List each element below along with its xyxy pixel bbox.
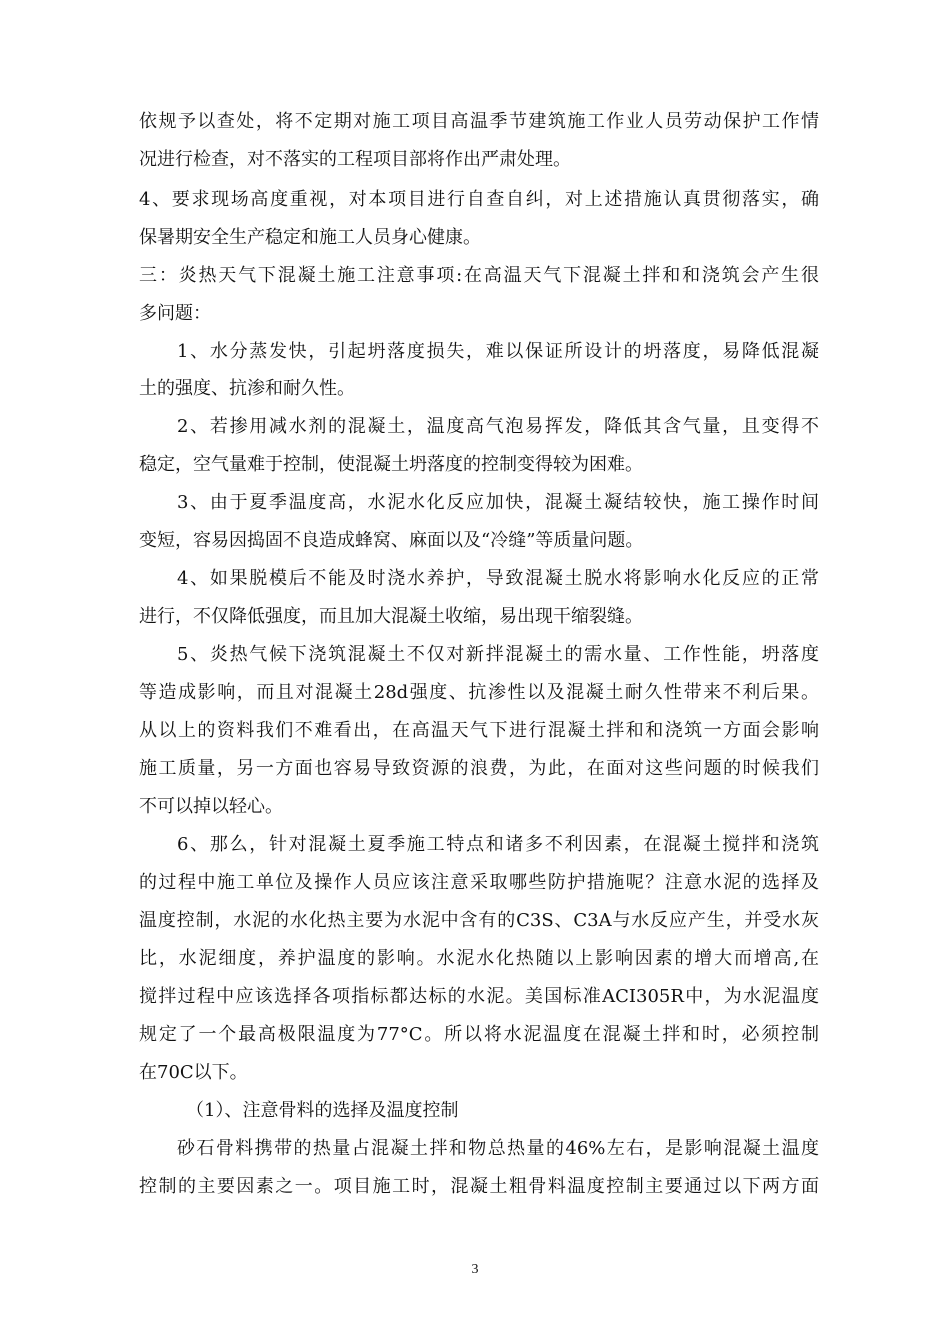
text-line: 等造成影响，而且对混凝土28d强度、抗渗性以及混凝土耐久性带来不利后果。 [139,682,819,703]
text-line: 4、如果脱模后不能及时浇水养护，导致混凝土脱水将影响水化反应的正常 [177,568,819,589]
text-line: 施工质量，另一方面也容易导致资源的浪费，为此，在面对这些问题的时候我们 [139,758,819,779]
text-line: 搅拌过程中应该选择各项指标都达标的水泥。美国标准ACI305R中，为水泥温度 [139,986,819,1007]
text-line: 三：炎热天气下混凝土施工注意事项:在高温天气下混凝土拌和和浇筑会产生很 [139,265,819,286]
text-line: 从以上的资料我们不难看出，在高温天气下进行混凝土拌和和浇筑一方面会影响 [139,720,819,741]
text-line: 1、水分蒸发快，引起坍落度损失，难以保证所设计的坍落度，易降低混凝 [177,341,819,362]
text-line: 2、若掺用减水剂的混凝土，温度高气泡易挥发，降低其含气量，且变得不 [177,416,819,437]
text-line: 土的强度、抗渗和耐久性。 [139,378,355,399]
text-line: 的过程中施工单位及操作人员应该注意采取哪些防护措施呢？注意水泥的选择及 [139,872,819,893]
text-line: 依规予以查处，将不定期对施工项目高温季节建筑施工作业人员劳动保护工作情 [139,111,819,132]
text-line: 5、炎热气候下浇筑混凝土不仅对新拌混凝土的需水量、工作性能，坍落度 [177,644,819,665]
text-line: 稳定，空气量难于控制，使混凝土坍落度的控制变得较为困难。 [139,454,643,475]
text-line: 3、由于夏季温度高，水泥水化反应加快，混凝土凝结较快，施工操作时间 [177,492,819,513]
text-line: 进行，不仅降低强度，而且加大混凝土收缩，易出现干缩裂缝。 [139,606,643,627]
text-line: 4、要求现场高度重视，对本项目进行自查自纠，对上述措施认真贯彻落实，确 [139,189,819,210]
text-line: 况进行检查，对不落实的工程项目部将作出严肃处理。 [139,149,571,170]
text-line: 在70C以下。 [139,1062,248,1083]
text-line: 6、那么，针对混凝土夏季施工特点和诸多不利因素，在混凝土搅拌和浇筑 [177,834,819,855]
text-line: 多问题： [139,303,211,324]
text-line: 规定了一个最高极限温度为77°C。所以将水泥温度在混凝土拌和时，必须控制 [139,1024,819,1045]
text-line: 比，水泥细度，养护温度的影响。水泥水化热随以上影响因素的增大而增高,在 [139,948,819,969]
text-line: 变短，容易因捣固不良造成蜂窝、麻面以及“冷缝”等质量问题。 [139,530,644,551]
text-line: 控制的主要因素之一。项目施工时，混凝土粗骨料温度控制主要通过以下两方面 [139,1176,819,1197]
text-line: 温度控制，水泥的水化热主要为水泥中含有的C3S、C3A与水反应产生，并受水灰 [139,910,819,931]
text-line: （1）、注意骨料的选择及温度控制 [186,1100,459,1121]
text-line: 保暑期安全生产稳定和施工人员身心健康。 [139,227,481,248]
text-line: 不可以掉以轻心。 [139,796,283,817]
text-line: 砂石骨料携带的热量占混凝土拌和物总热量的46%左右，是影响混凝土温度 [177,1138,819,1159]
page-number: 3 [471,1262,479,1277]
